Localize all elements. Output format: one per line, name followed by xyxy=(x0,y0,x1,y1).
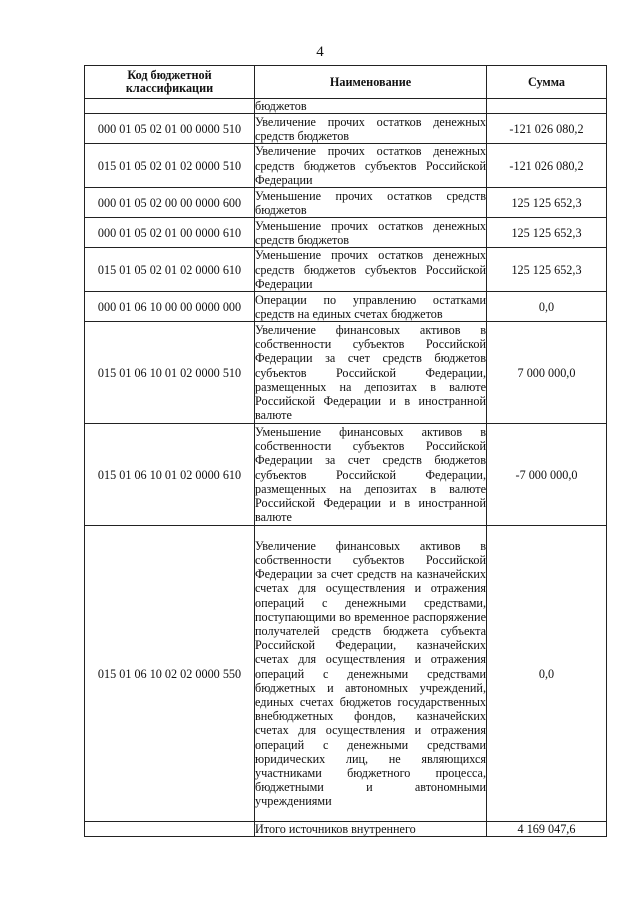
row-name: Уменьшение прочих остатков средств бюджетов xyxy=(255,188,486,217)
row-sum: -7 000 000,0 xyxy=(487,424,607,526)
row-code: 000 01 06 10 00 00 0000 000 xyxy=(85,292,255,322)
row-sum: -121 026 080,2 xyxy=(487,144,607,188)
row-name: Увеличение прочих остатков денежных средств бюджетов субъектов Российской Федерации xyxy=(255,144,486,187)
row-sum: 4 169 047,6 xyxy=(487,822,607,837)
row-sum: 0,0 xyxy=(487,526,607,822)
table-row xyxy=(85,322,607,424)
row-sum: 125 125 652,3 xyxy=(487,188,607,218)
row-name: Увеличение финансовых активов в собственности субъектов Российской Федерации за счет средств на казначейских счетах для осуществления и отражения операций с денежными средствами, поступающими во временное распоряжение получателей средств бюджета субъекта Российской Федерации, казначейских счетах для осуществления и отражения операций с денежными средствами бюджетных и автономных учреждений, единых счетах бюджетов государственных внебюджетных фондов, казначейских счетах для осуществления и отражения операций с денежными средствами юридических лиц, не являющихся участниками бюджетного процесса, бюджетными и автономными учреждениями xyxy=(255,526,487,822)
header-code: Код бюджетной классификации xyxy=(85,66,255,99)
row-code: 015 01 06 10 01 02 0000 510 xyxy=(85,322,255,424)
row-name: бюджетов xyxy=(255,99,487,114)
row-name: Операции по управлению остатками средств на единых счетах бюджетов xyxy=(255,292,486,321)
row-name: Увеличение финансовых активов в собственности субъектов Российской Федерации за счет средств бюджетов субъектов Российской Федерации, размещенных на депозитах в валюте Российской Федерации и в иностранной валюте xyxy=(255,322,486,423)
row-name: Итого источников внутреннего xyxy=(255,822,487,837)
budget-sources-table xyxy=(84,65,607,837)
row-code: 000 01 05 02 01 00 0000 610 xyxy=(85,218,255,248)
row-sum: 125 125 652,3 xyxy=(487,248,607,292)
row-code: 015 01 05 02 01 02 0000 610 xyxy=(85,248,255,292)
row-code xyxy=(85,822,255,837)
row-sum: -121 026 080,2 xyxy=(487,114,607,144)
table-row xyxy=(85,99,607,114)
table-row xyxy=(85,144,607,188)
table-header-row xyxy=(85,66,607,99)
table-row xyxy=(85,292,607,322)
row-sum xyxy=(487,99,607,114)
table-row xyxy=(85,218,607,248)
row-name: Увеличение прочих остатков денежных средств бюджетов xyxy=(255,114,486,143)
table-row xyxy=(85,526,607,822)
row-code: 000 01 05 02 00 00 0000 600 xyxy=(85,188,255,218)
row-code: 000 01 05 02 01 00 0000 510 xyxy=(85,114,255,144)
header-sum: Сумма xyxy=(487,66,607,99)
table-row xyxy=(85,114,607,144)
table-row xyxy=(85,424,607,526)
row-code: 015 01 05 02 01 02 0000 510 xyxy=(85,144,255,188)
table-row xyxy=(85,248,607,292)
table-row xyxy=(85,822,607,837)
row-code: 015 01 06 10 01 02 0000 610 xyxy=(85,424,255,526)
row-name: Уменьшение финансовых активов в собственности субъектов Российской Федерации за счет средств бюджетов субъектов Российской Федерации, размещенных на депозитах в валюте Российской Федерации и в иностранной валюте xyxy=(255,424,486,525)
row-sum: 7 000 000,0 xyxy=(487,322,607,424)
row-code: 015 01 06 10 02 02 0000 550 xyxy=(85,526,255,822)
row-sum: 125 125 652,3 xyxy=(487,218,607,248)
row-sum: 0,0 xyxy=(487,292,607,322)
row-code xyxy=(85,99,255,114)
row-name: Уменьшение прочих остатков денежных средств бюджетов xyxy=(255,218,486,247)
header-name: Наименование xyxy=(255,66,487,99)
row-name: Уменьшение прочих остатков денежных средств бюджетов субъектов Российской Федерации xyxy=(255,248,486,291)
table-row xyxy=(85,188,607,218)
page-number: 4 xyxy=(316,44,324,60)
